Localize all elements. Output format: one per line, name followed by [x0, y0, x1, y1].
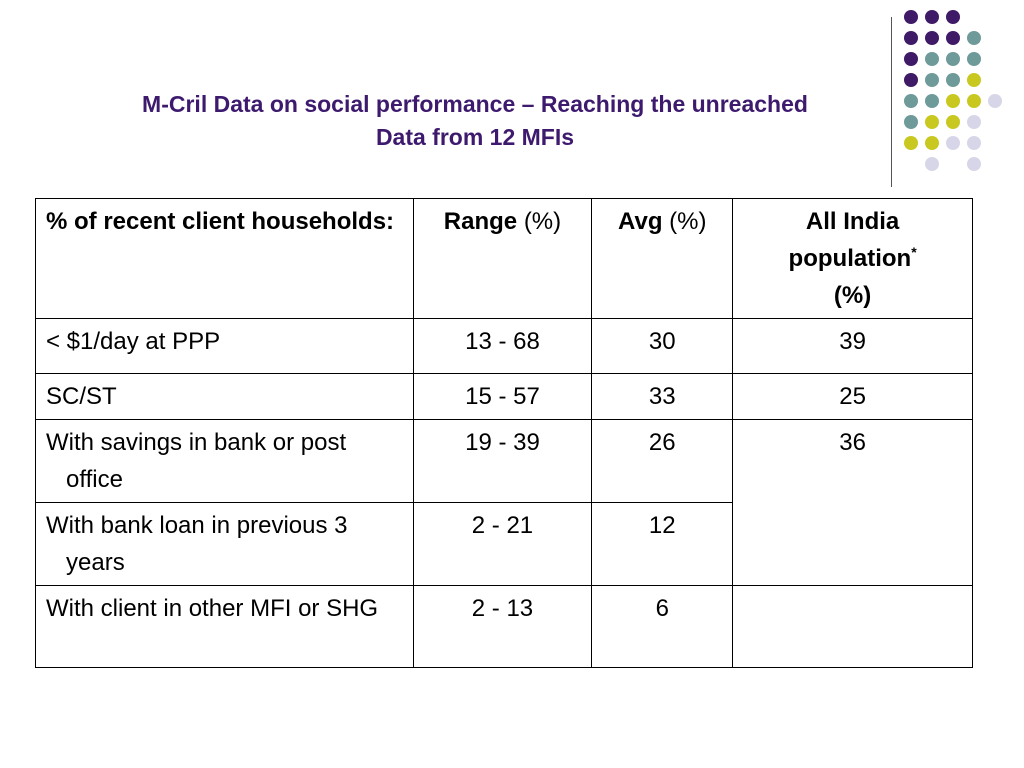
header-all-india-unit: (%) [833, 282, 872, 309]
row-label [36, 420, 414, 503]
decorative-dot [904, 115, 918, 129]
decorative-dot [904, 73, 918, 87]
table-row [36, 420, 973, 503]
decorative-dot [946, 52, 960, 66]
table-row [36, 319, 973, 374]
decorative-dot [988, 94, 1002, 108]
vertical-divider [891, 17, 892, 187]
row-label [36, 374, 414, 420]
decorative-dot [925, 157, 939, 171]
decorative-dot [904, 52, 918, 66]
table-header-row [36, 199, 973, 319]
decorative-dot [967, 157, 981, 171]
row-india: 39 [733, 319, 973, 374]
row-label [36, 319, 414, 374]
decorative-dot [967, 31, 981, 45]
decorative-dot [925, 136, 939, 150]
header-avg-unit: (%) [669, 208, 707, 235]
row-range: 2 - 21 [413, 503, 592, 586]
row-avg: 6 [592, 586, 733, 668]
decorative-dot [946, 115, 960, 129]
decorative-dot [925, 115, 939, 129]
row-india: 25 [733, 374, 973, 420]
header-avg [592, 199, 733, 319]
row-range: 15 - 57 [413, 374, 592, 420]
row-label-text: With bank loan in previous 3 years [46, 512, 348, 576]
footnote-asterisk: * [911, 244, 917, 260]
table-row [36, 586, 973, 668]
row-avg: 26 [592, 420, 733, 503]
header-range-unit: (%) [523, 208, 562, 235]
header-all-india-label: All India population [788, 208, 912, 272]
decorative-dot [904, 10, 918, 24]
decorative-dot [967, 52, 981, 66]
decorative-dot [925, 73, 939, 87]
decorative-dot [946, 31, 960, 45]
row-avg: 30 [592, 319, 733, 374]
title-line-2: Data from 12 MFIs [375, 124, 575, 150]
decorative-dot [967, 94, 981, 108]
header-client-households [36, 199, 414, 319]
row-india-merged: 36 [733, 420, 973, 586]
header-range-label: Range [443, 208, 518, 235]
row-india [733, 586, 973, 668]
decorative-dot [946, 10, 960, 24]
row-label [36, 586, 414, 668]
table-row [36, 374, 973, 420]
row-label-text: With savings in bank or post office [46, 429, 347, 493]
row-range: 19 - 39 [413, 420, 592, 503]
header-all-india-population [733, 199, 973, 319]
row-avg: 12 [592, 503, 733, 586]
decorative-dot [925, 52, 939, 66]
row-avg: 33 [592, 374, 733, 420]
decorative-dot-grid [904, 10, 1024, 170]
row-label-text: < $1/day at PPP [46, 328, 221, 355]
decorative-dot [904, 136, 918, 150]
title-line-1: M-Cril Data on social performance – Reaching the unreached [142, 91, 808, 117]
decorative-dot [967, 136, 981, 150]
decorative-dot [967, 115, 981, 129]
row-label [36, 503, 414, 586]
row-label-text: With client in other MFI or SHG [46, 595, 379, 622]
header-avg-label: Avg [618, 208, 663, 235]
decorative-dot [925, 31, 939, 45]
header-client-households-label: % of recent client households: [46, 208, 395, 235]
header-range [413, 199, 592, 319]
decorative-dot [925, 94, 939, 108]
decorative-dot [946, 136, 960, 150]
social-performance-table [35, 198, 973, 668]
row-label-text: SC/ST [46, 383, 117, 410]
decorative-dot [946, 94, 960, 108]
row-range: 13 - 68 [413, 319, 592, 374]
decorative-dot [904, 31, 918, 45]
row-range: 2 - 13 [413, 586, 592, 668]
decorative-dot [904, 94, 918, 108]
decorative-dot [925, 10, 939, 24]
decorative-dot [967, 73, 981, 87]
slide-title [40, 88, 910, 154]
decorative-dot [946, 73, 960, 87]
